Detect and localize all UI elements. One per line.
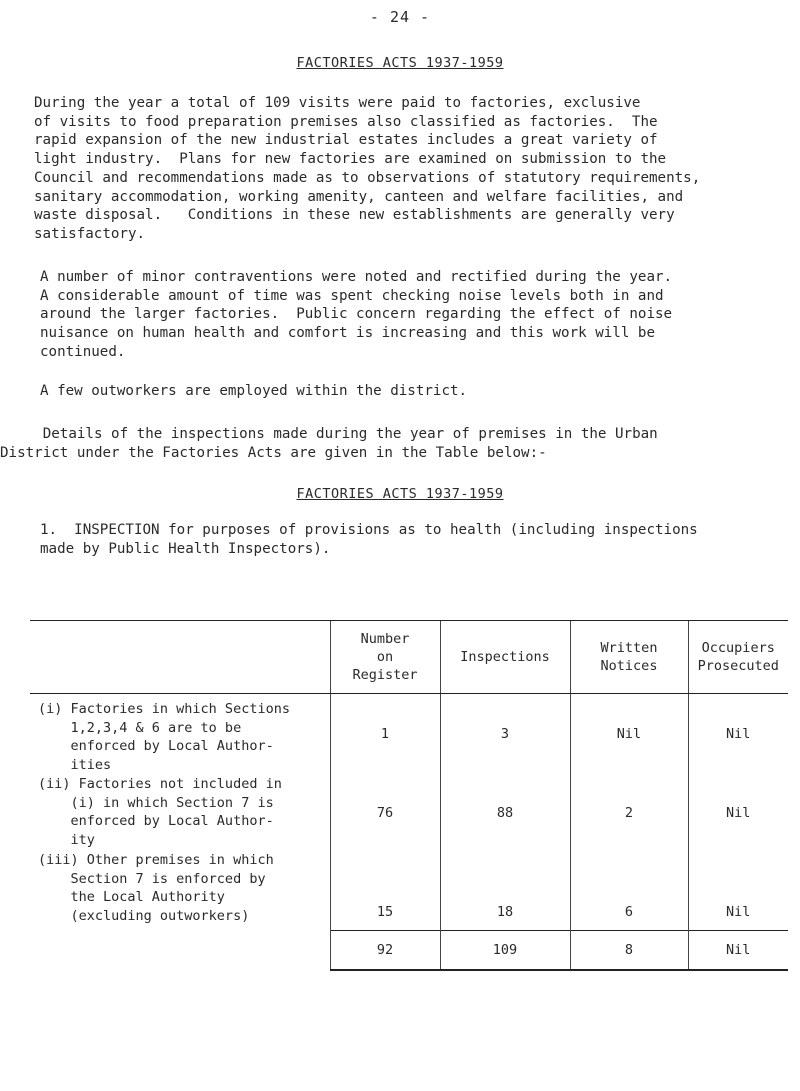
paragraph-details: Details of the inspections made during the year of premises in the Urban District under the Factories Acts are given in the Table below:- — [0, 426, 658, 461]
paragraph-outworkers: A few outworkers are employed within the district. — [40, 383, 468, 399]
cell-inspections: 18 — [440, 851, 570, 931]
total-label-cell — [30, 931, 330, 971]
header-occupiers-prosecuted: Occupiers Prosecuted — [688, 621, 788, 694]
header-number-on-register: Number on Register — [330, 621, 440, 694]
paragraph-contraventions: A number of minor contraventions were noted and rectified during the year. A considerable amount of time was spent checking noise levels both in and around the larger factories. Public concern regarding the effect of noise nuisance on human health and comfort is increasing and this work will be continued. — [40, 269, 673, 360]
total-notices: 8 — [570, 931, 688, 971]
total-prosecuted: Nil — [688, 931, 788, 971]
total-register: 92 — [330, 931, 440, 971]
cell-inspections: 88 — [440, 775, 570, 851]
cell-notices: 2 — [570, 775, 688, 851]
inspections-table — [30, 620, 788, 971]
row-label: (i) Factories in which Sections 1,2,3,4 & 6 are to be enforced by Local Author- ities — [38, 701, 290, 774]
header-written-notices: Written Notices — [570, 621, 688, 694]
row-label: (iii) Other premises in which Section 7 is enforced by the Local Authority (excluding outworkers) — [38, 851, 274, 924]
header-inspections: Inspections — [440, 621, 570, 694]
table-row — [30, 851, 788, 931]
cell-prosecuted: Nil — [688, 775, 788, 851]
table-header-row — [30, 621, 788, 694]
cell-register: 76 — [330, 775, 440, 851]
cell-inspections: 3 — [440, 694, 570, 775]
total-inspections: 109 — [440, 931, 570, 971]
row-label: (ii) Factories not included in (i) in which Section 7 is enforced by Local Author- ity — [38, 775, 282, 848]
table-total-row — [30, 931, 788, 971]
header-blank — [30, 621, 330, 694]
cell-prosecuted: Nil — [688, 694, 788, 775]
cell-notices: 6 — [570, 851, 688, 931]
paragraph-visits: During the year a total of 109 visits were paid to factories, exclusive of visits to food preparation premises also classified as factories. The rapid expansion of the new industrial estates includes a great variety of light industry. Plans for new factories are examined on submission to the Council and recommendations made as to observations of statutory requirements, sanitary accommodation, working amenity, canteen and welfare facilities, and waste disposal. Conditions in these new establishments are generally very satisfactory. — [34, 95, 701, 242]
inspection-intro: 1. INSPECTION for purposes of provisions as to health (including inspections made by Public Health Inspectors). — [40, 522, 698, 557]
cell-notices: Nil — [570, 694, 688, 775]
cell-register: 15 — [330, 851, 440, 931]
section-heading: FACTORIES ACTS 1937-1959 — [296, 55, 504, 71]
table-row — [30, 775, 788, 851]
cell-register: 1 — [330, 694, 440, 775]
table-row — [30, 694, 788, 775]
cell-prosecuted: Nil — [688, 851, 788, 931]
page-number: - 24 - — [369, 8, 431, 26]
table-heading: FACTORIES ACTS 1937-1959 — [296, 486, 504, 502]
